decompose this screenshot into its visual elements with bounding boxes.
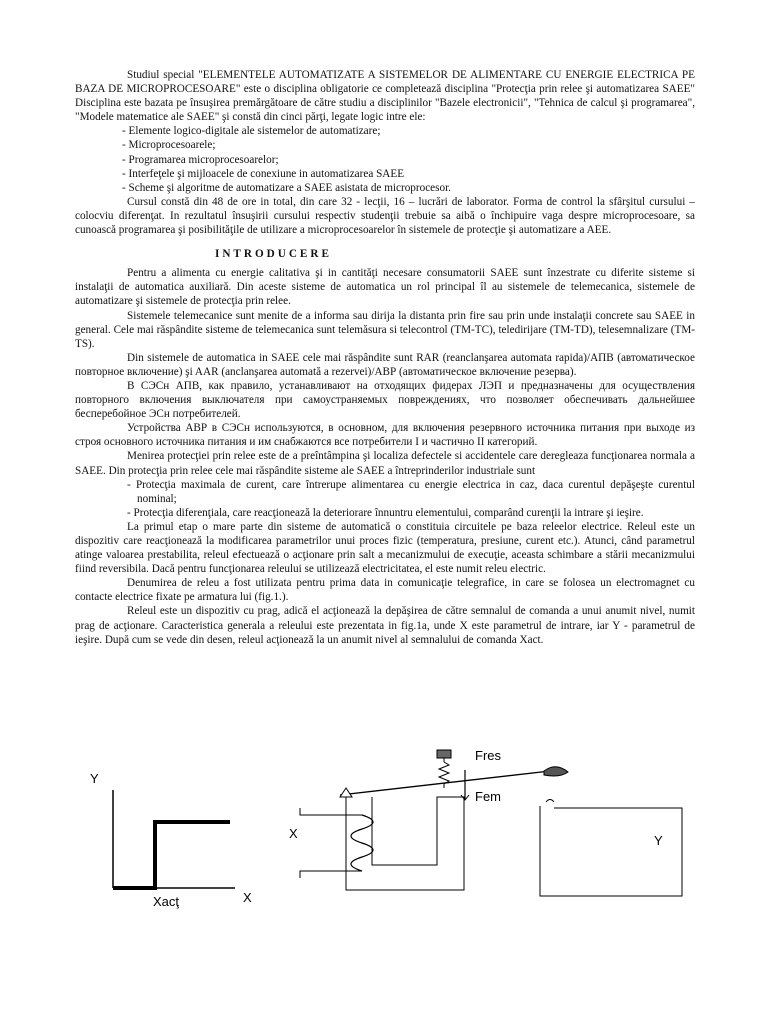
step-curve bbox=[113, 822, 230, 888]
fem-label: Fem bbox=[475, 789, 501, 804]
relay-characteristic-graph bbox=[90, 771, 252, 909]
moving-contact bbox=[544, 767, 568, 776]
body-paragraph: В СЭСн АПВ, как правило, устанавливают на отходящих фидерах ЛЭП и предназначены для осуществления повторного включения выключателя при самоустраняемых повреждениях, что позволяет обеспечивать дальнейшее бесперебойное ЭСн потребителей. bbox=[75, 379, 695, 421]
list-item: - Programarea microprocesoarelor; bbox=[122, 153, 279, 166]
spring-mount bbox=[437, 750, 451, 758]
output-circuit bbox=[540, 806, 682, 896]
course-paragraph: Cursul constă din 48 de ore in total, din care 32 - lecţii, 16 – lucrări de laborator. Forma de control la sfârşitul cursului – colocviu diferenţat. In rezultatul însuşirii cursului respectiv studenţii trebuie sa aibă o închipuire vaga despre microprocesoare, sa cunoască programarea şi posibilităţile de utilizare a microprocesoarelor în sistemele de protecţie şi automatizare a AEE. bbox=[75, 195, 695, 237]
fres-label: Fres bbox=[475, 748, 501, 763]
body-paragraph: La primul etap o mare parte din sisteme de automatică o constituia circuitele pe baza releelor electrice. Releul este un dispozitiv care reacţionează la modificarea parametrilor unui proces fizic (temperatura, presiune, curent etc.). Atunci, când parametrul atinge valoarea prestabilita, releul efectuează o acţionare prin salt a mecanizmului de execuţie, aceasta schimbare a stării mecanizmului fiind reversibila. Dacă pentru funcţionarea releului se utilizează electricitatea, el este numit releu electric. bbox=[75, 520, 695, 576]
list-item: - Interfeţele şi mijloacele de conexiune in automatizarea SAEE bbox=[122, 167, 405, 180]
relay-drawing bbox=[300, 750, 682, 896]
body-paragraph: Releul este un dispozitiv cu prag, adică el acţionează la depăşirea de către semnalul de comanda a unui anumit nivel, numit prag de acţionare. Caracteristica generala a releului este prezentata in fig.1a, unde X este parametrul de intrare, iar Y - parametrul de ieşire. După cum se vede din desen, releul acţionează la un anumit nivel al semnalului de comanda Xact. bbox=[75, 605, 695, 646]
relay-y-label: Y bbox=[654, 833, 663, 848]
coil-lead-bottom bbox=[300, 871, 362, 878]
list-item: - Protecţia diferenţiala, care reacţionează la deteriorare înnuntru elementului, comparând curenţii la intrare şi ieşire. bbox=[127, 506, 644, 519]
body-paragraph: Denumirea de releu a fost utilizata pentru prima data in comunicaţie telegrafice, in care se folosea un electromagnet cu contacte electrice fixate pe armatura lui (fig.1.). bbox=[75, 577, 695, 604]
list-item: - Scheme şi algoritme de automatizare a SAEE asistata de microprocesor. bbox=[122, 181, 451, 194]
intro-paragraph: Studiul special "ELEMENTELE AUTOMATIZATE A SISTEMELOR DE ALIMENTARE CU ENERGIE ELECTRICA PE BAZA DE MICROPROCESOARE" este o disciplina obligatorie ce completează disciplina "Protecţia prin relee şi automatizarea SAEE" Disciplina este bazata pe însuşirea premărgătoare de către studiu a disciplinilor "Bazele electronicii", "Tehnica de calcul şi programarea", "Modele matematice ale SAEE" şi constă din cinci părţi, legate logic intre ele: bbox=[75, 69, 695, 124]
fixed-contact bbox=[546, 800, 554, 803]
body-paragraph: Pentru a alimenta cu energie calitativa şi in cantităţi necesare consumatorii SAEE sunt înzestrate cu diferite sisteme si instalaţii de automatica auxiliară. Din aceste sisteme de automatica un rol principal îl au sistemele de telemecanica, sistemele de automatizare şi sistemele de protecţia prin relee. bbox=[75, 267, 695, 308]
graph-y-label: Y bbox=[90, 771, 99, 786]
body-paragraph: Sistemele telemecanice sunt menite de a informa sau dirija la distanta prin fire sau prin unde instalaţii concrete sau SAEE in general. Cele mai răspândite sisteme de telemecanica sunt telemăsura si telecontrol (TM-TC), teledirijare (TM-TD), telesemnalizare (TM-TS). bbox=[75, 309, 695, 350]
graph-x-label: X bbox=[243, 890, 252, 905]
section-heading: INTRODUCERE bbox=[215, 248, 332, 261]
body-paragraph: Menirea protecţiei prin relee este de a preîntâmpina şi localiza defectele si accidentele care deregleaza funcţionarea normala a SAEE. Din protecţia prin relee cele mai răspândite sisteme ale SAEE a întreprinderilor industriale sunt bbox=[75, 450, 695, 477]
coil bbox=[351, 815, 373, 871]
pivot bbox=[340, 788, 352, 797]
spring bbox=[439, 762, 449, 784]
body-paragraph: Din sistemele de automatica in SAEE cele mai răspândite sunt RAR (reanclanşarea automata rapida)/АПВ (автоматическое повторное включение) şi AAR (anclanşarea automată a rezervei)/АВР (автоматическое включение резерва). bbox=[75, 351, 695, 378]
relay-x-label: X bbox=[289, 826, 298, 841]
coil-lead-top bbox=[300, 808, 362, 815]
list-item: - Microprocesoarele; bbox=[122, 139, 216, 152]
body-paragraph: Устройства АВР в СЭСн используются, в основном, для включения резервного источника питания при выходе из строя основного источника питания и им снабжаются все потребители I и частично II категорий. bbox=[75, 422, 695, 449]
list-item: - Elemente logico-digitale ale sistemelor de automatizare; bbox=[122, 125, 381, 138]
list-item: - Protecţia maximala de curent, care întrerupe alimentarea cu energie electrica in caz, daca curentul depăşeşte curentul nominal; bbox=[127, 478, 695, 505]
graph-xact-label: Xacţ bbox=[153, 894, 180, 909]
